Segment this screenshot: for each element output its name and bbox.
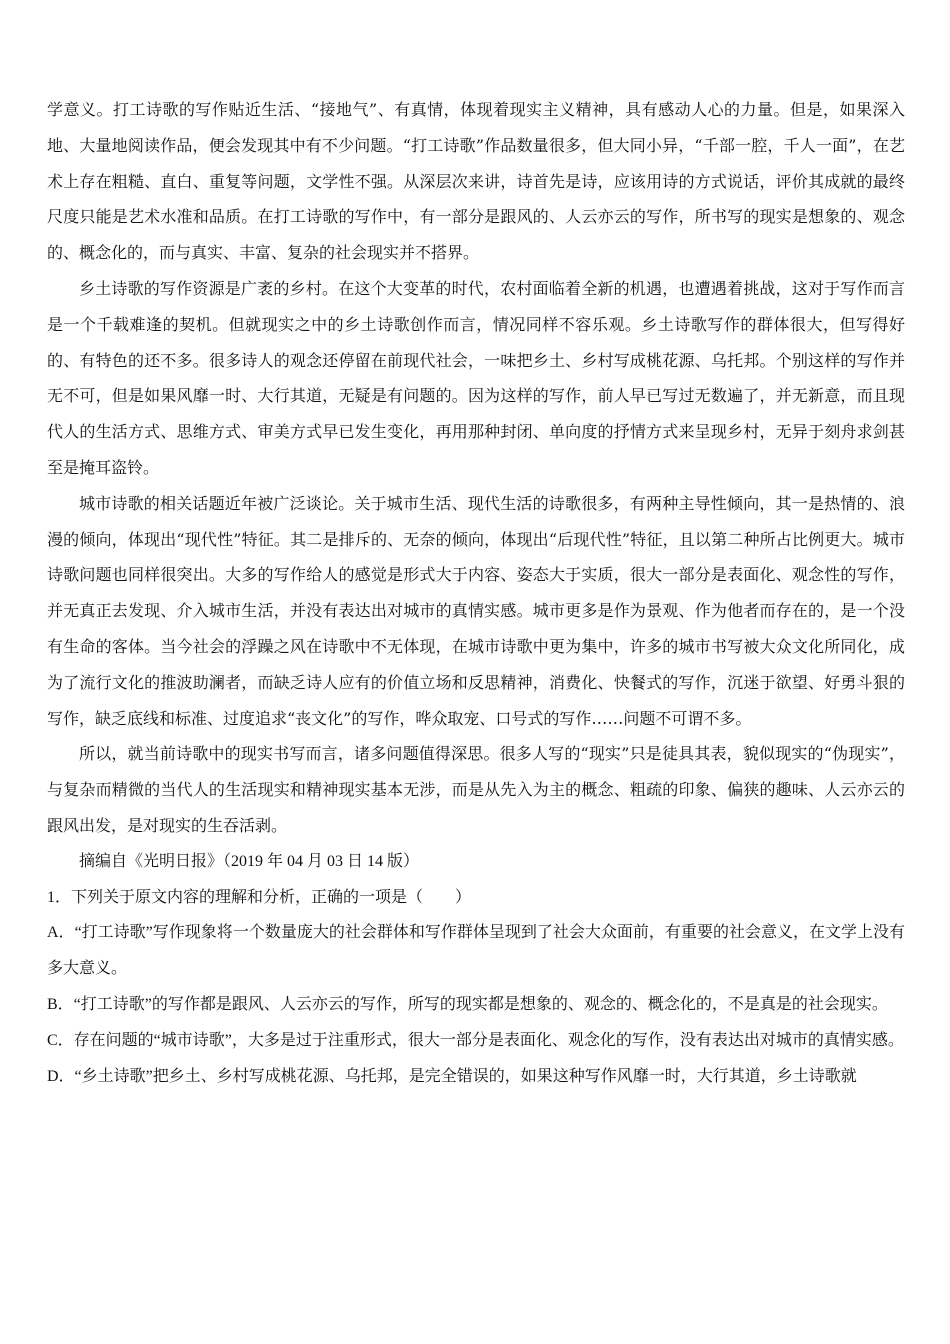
article-paragraph-4: 所以，就当前诗歌中的现实书写而言，诸多问题值得深思。很多人写的“现实”只是徒具其表，貌似现实的“伪现实”，与复杂而精微的当代人的生活现实和精神现实基本无涉，而是从先入为主的概念、粗疏的印象、偏狭的趣味、人云亦云的跟风出发，是对现实的生吞活剥。 [47,744,905,835]
article-paragraph-1: 学意义。打工诗歌的写作贴近生活、“接地气”、有真情，体现着现实主义精神，具有感动人心的力量。但是，如果深入地、大量地阅读作品，便会发现其中有不少问题。“打工诗歌”作品数量很多，但大同小异，“千部一腔，千人一面”，在艺术上存在粗糙、直白、重复等问题，文学性不强。从深层次来讲，诗首先是诗，应该用诗的方式说话，评价其成就的最终尺度只能是艺术水准和品质。在打工诗歌的写作中，有一部分是跟风的、人云亦云的写作，所书写的现实是想象的、观念的、概念化的，而与真实、丰富、复杂的社会现实并不搭界。 [47,100,905,263]
option-b: B．“打工诗歌”的写作都是跟风、人云亦云的写作，所写的现实都是想象的、观念的、概念化的，不是真是的社会现实。 [47,995,888,1013]
article-paragraph-3: 城市诗歌的相关话题近年被广泛谈论。关于城市生活、现代生活的诗歌很多，有两种主导性倾向，其一是热情的、浪漫的倾向，体现出“现代性”特征。其二是排斥的、无奈的倾向，体现出“后现代性”特征，且以第二种所占比例更大。城市诗歌问题也同样很突出。大多的写作给人的感觉是形式大于内容、姿态大于实质，很大一部分是表面化、观念性的写作，并无真正去发现、介入城市生活，并没有表达出对城市的真情实感。城市更多是作为景观、作为他者而存在的，是一个没有生命的客体。当今社会的浮躁之风在诗歌中不无体现，在城市诗歌中更为集中，许多的城市书写被大众文化所同化，成为了流行文化的推波助澜者，而缺乏诗人应有的价值立场和反思精神，消费化、快餐式的写作，沉迷于欲望、好勇斗狠的写作，缺乏底线和标准、过度追求“丧文化”的写作，哗众取宠、口号式的写作……问题不可谓不多。 [47,493,905,728]
article-source: 摘编自《光明日报》（2019 年 04 月 03 日 14 版） [79,852,420,870]
option-d: D．“乡土诗歌”把乡土、乡村写成桃花源、乌托邦，是完全错误的，如果这种写作风靡一时，大行其道，乡土诗歌就 [47,1067,857,1085]
option-c: C．存在问题的“城市诗歌”，大多是过于注重形式，很大一部分是表面化、观念化的写作，没有表达出对城市的真情实感。 [47,1031,904,1049]
document-page [47,92,905,1094]
question-stem: 1．下列关于原文内容的理解和分析，正确的一项是（ ） [47,888,472,906]
article-paragraph-2: 乡土诗歌的写作资源是广袤的乡村。在这个大变革的时代，农村面临着全新的机遇，也遭遇着挑战，这对于写作而言是一个千载难逢的契机。但就现实之中的乡土诗歌创作而言，情况同样不容乐观。乡土诗歌写作的群体很大，但写得好的、有特色的还不多。很多诗人的观念还停留在前现代社会，一味把乡土、乡村写成桃花源、乌托邦。个别这样的写作并无不可，但是如果风靡一时、大行其道，无疑是有问题的。因为这样的写作，前人早已写过无数遍了，并无新意，而且现代人的生活方式、思维方式、审美方式早已发生变化，再用那种封闭、单向度的抒情方式来呈现乡村，无异于刻舟求剑甚至是掩耳盗铃。 [47,278,905,477]
option-a: A．“打工诗歌”写作现象将一个数量庞大的社会群体和写作群体呈现到了社会大众面前，有重要的社会意义，在文学上没有多大意义。 [47,924,905,978]
